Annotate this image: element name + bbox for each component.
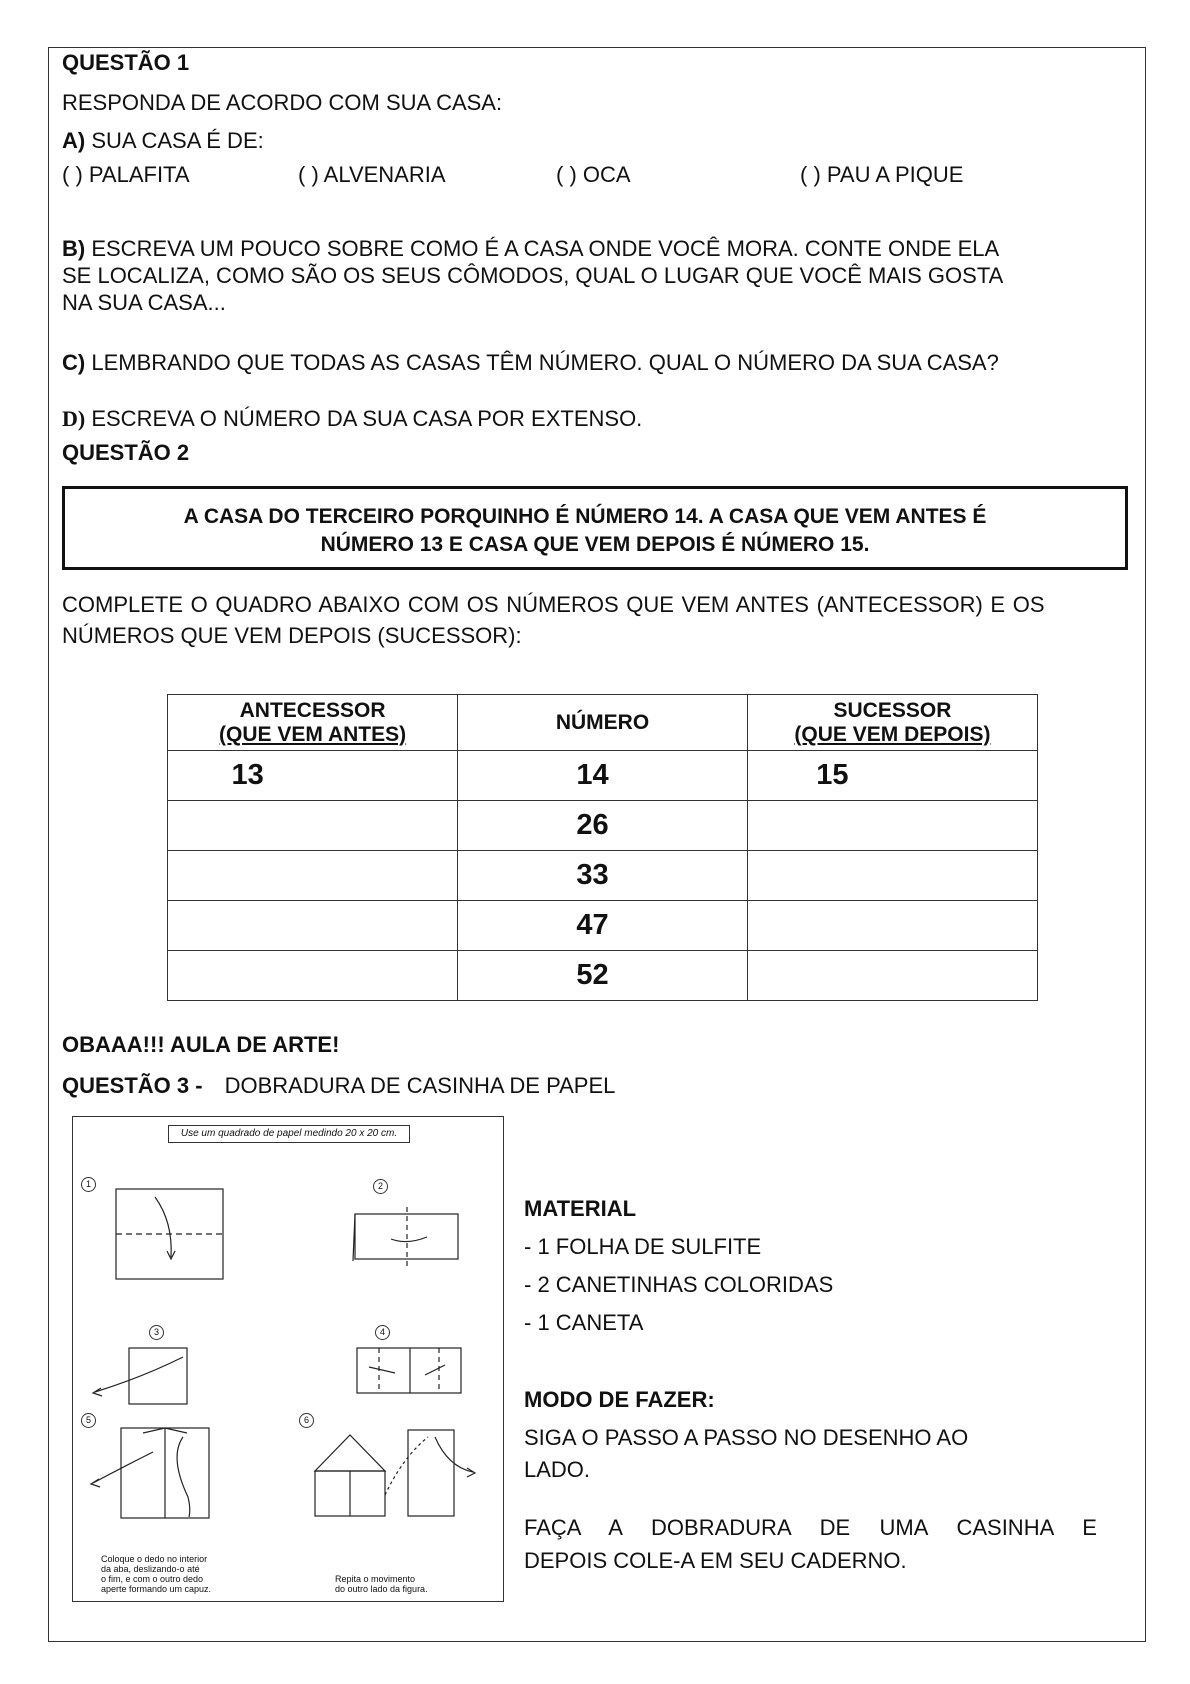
folding-steps-drawing <box>73 1117 503 1601</box>
question-1-intro: RESPONDA DE ACORDO COM SUA CASA: <box>62 90 503 115</box>
item-c-label: C) <box>62 350 86 375</box>
item-a-text: SUA CASA É DE: <box>85 128 264 153</box>
cell-antecessor[interactable] <box>168 951 458 1001</box>
item-b-line1: B) ESCREVA UM POUCO SOBRE COMO É A CASA ONDE VOCÊ MORA. CONTE ONDE ELA <box>62 236 1000 261</box>
predecessor-successor-table <box>167 694 1038 1001</box>
option-oca[interactable]: ( ) OCA <box>556 162 631 187</box>
table-row <box>168 801 1038 851</box>
item-b-line3: NA SUA CASA... <box>62 290 226 315</box>
info-box <box>62 486 1128 570</box>
item-a-label: A) <box>62 128 86 153</box>
figure-caption-left: Coloque o dedo no interior da aba, deslizando-o até o fim, e com o outro dedo aperte formando um capuz. <box>101 1554 212 1594</box>
material-item: - 2 CANETINHAS COLORIDAS <box>524 1272 834 1297</box>
modo-line2: LADO. <box>524 1457 591 1482</box>
item-c: C) LEMBRANDO QUE TODAS AS CASAS TÊM NÚMERO. QUAL O NÚMERO DA SUA CASA? <box>62 350 999 375</box>
item-a <box>62 128 264 154</box>
cell-numero: 33 <box>458 851 748 901</box>
figure-note: Use um quadrado de papel medindo 20 x 20 cm. <box>168 1125 410 1143</box>
question-3-text: DOBRADURA DE CASINHA DE PAPEL <box>224 1073 616 1098</box>
cell-sucessor[interactable] <box>747 801 1037 851</box>
cell-sucessor[interactable] <box>747 851 1037 901</box>
modo-line1: SIGA O PASSO A PASSO NO DESENHO AO <box>524 1425 969 1450</box>
modo-line4: DEPOIS COLE-A EM SEU CADERNO. <box>524 1548 907 1573</box>
art-heading: OBAAA!!! AULA DE ARTE! <box>62 1032 340 1057</box>
cell-antecessor[interactable]: 13 <box>168 751 458 801</box>
question-2-title: QUESTÃO 2 <box>62 440 190 465</box>
figure-caption-right: Repita o movimento do outro lado da figura. <box>335 1574 428 1594</box>
cell-sucessor[interactable]: 15 <box>747 751 1037 801</box>
item-b-line2: SE LOCALIZA, COMO SÃO OS SEUS CÔMODOS, QUAL O LUGAR QUE VOCÊ MAIS GOSTA <box>62 263 1004 288</box>
modo-title: MODO DE FAZER: <box>524 1387 715 1412</box>
table-row <box>168 751 1038 801</box>
question-2-instruction-line1: COMPLETE O QUADRO ABAIXO COM OS NÚMEROS QUE VEM ANTES (ANTECESSOR) E OS <box>62 592 1045 617</box>
header-antecessor: ANTECESSOR (QUE VEM ANTES) <box>168 695 458 751</box>
material-item: - 1 FOLHA DE SULFITE <box>524 1234 762 1259</box>
cell-antecessor[interactable] <box>168 901 458 951</box>
option-palafita[interactable]: ( ) PALAFITA <box>62 162 190 187</box>
cell-numero: 14 <box>458 751 748 801</box>
cell-sucessor[interactable] <box>747 901 1037 951</box>
table-row <box>168 951 1038 1001</box>
item-b-label: B) <box>62 236 86 261</box>
cell-numero: 52 <box>458 951 748 1001</box>
question-1-title: QUESTÃO 1 <box>62 50 190 75</box>
item-d-label: D) <box>62 406 86 431</box>
step-number-5: 5 <box>81 1413 96 1428</box>
step-number-3: 3 <box>149 1325 164 1340</box>
material-item: - 1 CANETA <box>524 1310 644 1335</box>
info-box-line1: A CASA DO TERCEIRO PORQUINHO É NÚMERO 14. A CASA QUE VEM ANTES É <box>183 505 987 528</box>
step-number-1: 1 <box>81 1177 96 1192</box>
header-sucessor: SUCESSOR (QUE VEM DEPOIS) <box>747 695 1037 751</box>
cell-antecessor[interactable] <box>168 801 458 851</box>
step-number-6: 6 <box>299 1413 314 1428</box>
folding-diagram <box>72 1116 504 1602</box>
question-3-title-line <box>62 1073 615 1099</box>
step-number-2: 2 <box>373 1179 388 1194</box>
table-row <box>168 901 1038 951</box>
table-row <box>168 851 1038 901</box>
material-title: MATERIAL <box>524 1196 637 1221</box>
modo-line3: FAÇA A DOBRADURA DE UMA CASINHA E <box>524 1515 1097 1540</box>
item-d: D) ESCREVA O NÚMERO DA SUA CASA POR EXTENSO. <box>62 406 643 431</box>
cell-numero: 47 <box>458 901 748 951</box>
option-alvenaria[interactable]: ( ) ALVENARIA <box>298 162 446 187</box>
header-numero: NÚMERO <box>458 695 748 751</box>
cell-antecessor[interactable] <box>168 851 458 901</box>
question-2-instruction-line2: NÚMEROS QUE VEM DEPOIS (SUCESSOR): <box>62 623 522 648</box>
step-number-4: 4 <box>375 1325 390 1340</box>
info-box-line2: NÚMERO 13 E CASA QUE VEM DEPOIS É NÚMERO 15. <box>320 533 870 556</box>
cell-sucessor[interactable] <box>747 951 1037 1001</box>
cell-numero: 26 <box>458 801 748 851</box>
option-pau-a-pique[interactable]: ( ) PAU A PIQUE <box>800 162 964 187</box>
question-3-title: QUESTÃO 3 - <box>62 1073 203 1098</box>
